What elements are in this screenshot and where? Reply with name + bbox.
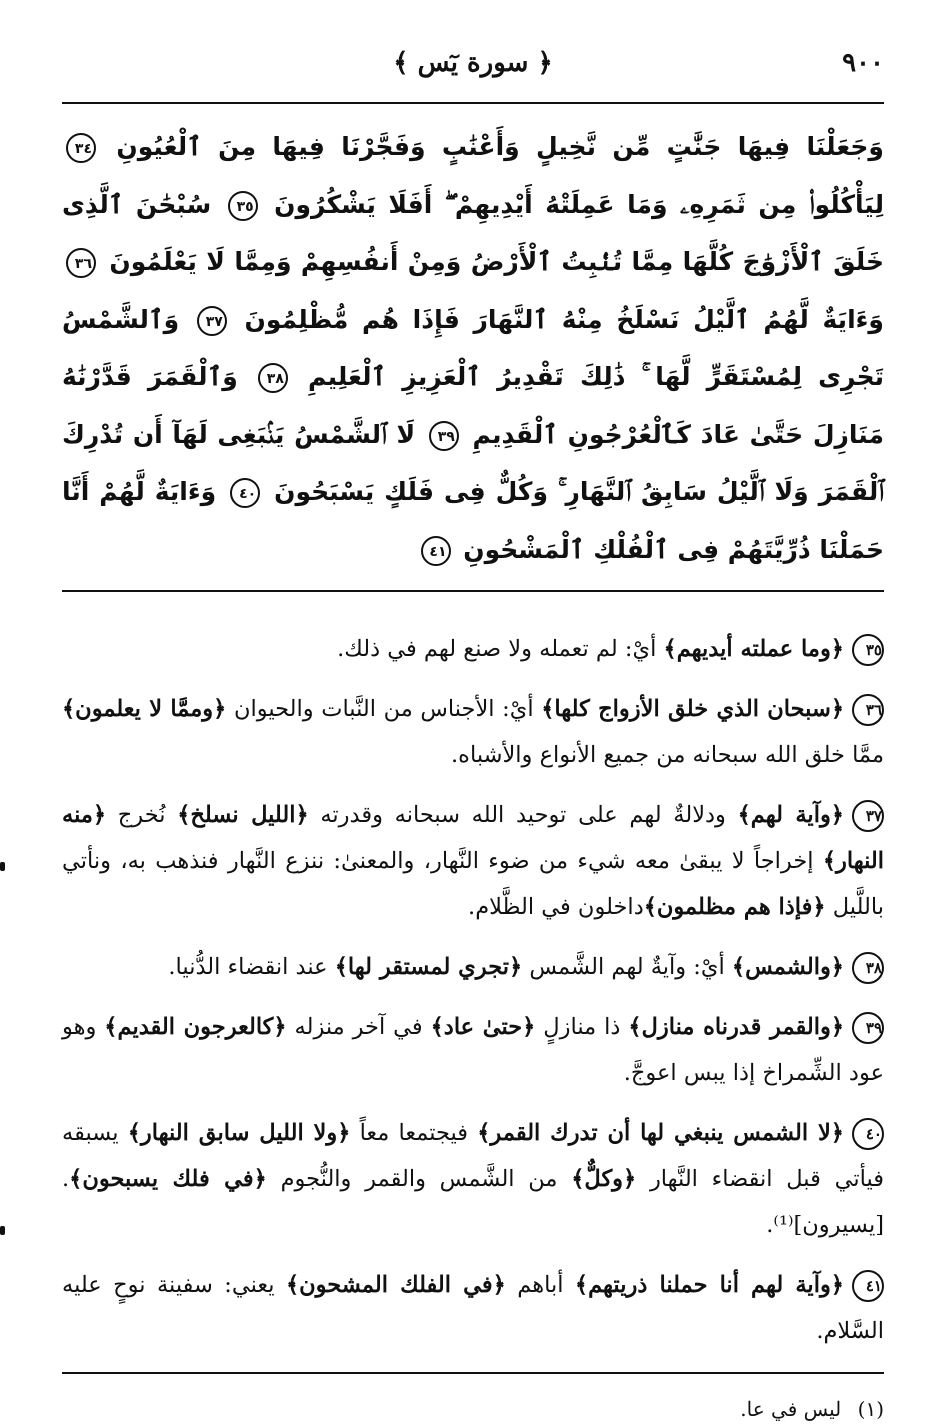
quoted-verse-phrase: ﴿والقمر قدرناه منازل﴾ <box>628 1014 845 1040</box>
footnote-text: ليس في عا. <box>740 1397 842 1421</box>
page-number: ٩٠٠ <box>842 48 884 78</box>
tafsir-entry <box>62 626 884 672</box>
ayah-number-marker: ٣٦ <box>66 248 96 278</box>
quoted-verse-phrase: ﴿ولا الليل سابق النهار﴾ <box>127 1120 351 1146</box>
commentary-text: في آخر منزله <box>286 1014 431 1040</box>
commentary-text: ودلالةٌ لهم على توحيد الله سبحانه وقدرته <box>308 802 738 828</box>
commentary-text: . [يسيرون]⁽¹⁾. <box>62 1166 884 1238</box>
tafsir-ayah-number: ٣٦ <box>852 694 884 726</box>
ayah-text: وَٱلشَّمْسُ تَجْرِى لِمُسْتَقَرٍّ لَّهَا ۚ ذَٰلِكَ تَقْدِيرُ ٱلْعَزِيزِ ٱلْعَلِيمِ <box>62 304 884 391</box>
header-divider <box>62 102 884 104</box>
tafsir-block <box>62 626 884 1354</box>
quoted-verse-phrase: ﴿في فلك يسبحون﴾ <box>69 1166 267 1192</box>
commentary-text: أيْ: الأجناس من النَّبات والحيوان <box>226 696 542 722</box>
commentary-text: ممَّا خلق الله سبحانه من جميع الأنواع والأشباه. <box>451 742 884 768</box>
ayah-number-marker: ٣٩ <box>429 421 459 451</box>
commentary-text: يعني: سفينة نوحٍ عليه السَّلام. <box>62 1272 884 1344</box>
commentary-text: نُخرج <box>106 802 178 828</box>
ayah-number-marker: ٤٠ <box>230 478 260 508</box>
commentary-text: أيْ: وآيةٌ لهم الشَّمس <box>522 954 732 980</box>
tafsir-entry <box>62 1110 884 1248</box>
quoted-verse-phrase: ﴿لا الشمس ينبغي لها أن تدرك القمر﴾ <box>477 1120 844 1146</box>
footnote <box>62 1394 884 1424</box>
tafsir-entry <box>62 1004 884 1096</box>
tafsir-entry <box>62 944 884 990</box>
page-header <box>62 40 884 96</box>
quoted-verse-phrase: ﴿حتىٰ عاد﴾ <box>430 1014 536 1040</box>
tafsir-ayah-number: ٣٧ <box>852 800 884 832</box>
quoted-verse-phrase: ﴿الليل نسلخ﴾ <box>177 802 309 828</box>
quoted-verse-phrase: ﴿وممَّا لا يعلمون﴾ <box>62 696 227 722</box>
commentary-text: من الشَّمس والقمر والنُّجوم <box>266 1166 572 1192</box>
quoted-verse-phrase: ﴿فإذا هم مظلمون﴾ <box>643 894 826 920</box>
tafsir-ayah-number: ٣٨ <box>852 952 884 984</box>
quoted-verse-phrase: ﴿سبحان الذي خلق الأزواج كلها﴾ <box>541 696 845 722</box>
tafsir-entry <box>62 1262 884 1354</box>
ayah-text: وَءَايَةٌ لَّهُمْ أَنَّا حَمَلْنَا ذُرِّيَّتَهُمْ فِى ٱلْفُلْكِ ٱلْمَشْحُونِ <box>62 477 884 564</box>
commentary-text: أيْ: لم تعمله ولا صنع لهم في ذلك. <box>337 636 664 662</box>
commentary-text: أباهم <box>505 1272 575 1298</box>
ayah-number-marker: ٤١ <box>421 536 451 566</box>
footnote-number: (١) <box>857 1397 884 1421</box>
page <box>62 40 884 1424</box>
quoted-verse-phrase: ﴿كالعرجون القديم﴾ <box>104 1014 287 1040</box>
quran-text-block <box>62 118 884 578</box>
ayah-number-marker: ٣٤ <box>66 133 96 163</box>
tafsir-entry <box>62 792 884 930</box>
ayah-number-marker: ٣٨ <box>258 363 288 393</box>
ayah-text: وَءَايَةٌ لَّهُمُ ٱلَّيْلُ نَسْلَخُ مِنْهُ ٱلنَّهَارَ فَإِذَا هُم مُّظْلِمُونَ <box>244 304 884 334</box>
ayah-number-marker: ٣٥ <box>228 191 258 221</box>
commentary-text: عند انقضاء الدُّنيا. <box>168 954 335 980</box>
tafsir-ayah-number: ٣٥ <box>852 634 884 666</box>
commentary-text: يسبقه فيأتي قبل انقضاء النَّهار <box>62 1120 884 1192</box>
scan-mark <box>0 1226 5 1235</box>
quran-divider <box>62 590 884 592</box>
quoted-verse-phrase: ﴿وآية لهم أنا حملنا ذريتهم﴾ <box>574 1272 844 1298</box>
commentary-text: وهو عود الشِّمراخ إذا يبس اعوجَّ. <box>62 1014 884 1086</box>
ayah-text: سُبْحَٰنَ ٱلَّذِى خَلَقَ ٱلْأَزْوَٰجَ كُلَّهَا مِمَّا تُنۢبِتُ ٱلْأَرْضُ وَمِنْ أَنفُسِهِمْ وَمِمَّا لَا يَعْلَمُونَ <box>62 189 884 276</box>
tafsir-ayah-number: ٤١ <box>852 1270 884 1302</box>
tafsir-ayah-number: ٣٩ <box>852 1012 884 1044</box>
quoted-verse-phrase: ﴿وآية لهم﴾ <box>737 802 844 828</box>
footnote-divider <box>62 1372 884 1374</box>
quoted-verse-phrase: ﴿والشمس﴾ <box>731 954 844 980</box>
quoted-verse-phrase: ﴿منه النهار﴾ <box>62 802 884 874</box>
quoted-verse-phrase: ﴿وكلٌّ﴾ <box>571 1166 637 1192</box>
commentary-text: فيجتمعا معاً <box>350 1120 478 1146</box>
tafsir-entry <box>62 686 884 778</box>
quoted-verse-phrase: ﴿في الفلك المشحون﴾ <box>285 1272 506 1298</box>
surah-title: ﴿ سورة يٓس ﴾ <box>393 48 553 78</box>
ayah-number-marker: ٣٧ <box>197 306 227 336</box>
quoted-verse-phrase: ﴿تجري لمستقر لها﴾ <box>334 954 523 980</box>
ayah-text: لَا ٱلشَّمْسُ يَنۢبَغِى لَهَآ أَن تُدْرِكَ ٱلْقَمَرَ وَلَا ٱلَّيْلُ سَابِقُ ٱلنَّهَارِ ۚ وَكُلٌّ فِى فَلَكٍ يَسْبَحُونَ <box>62 419 884 506</box>
ayah-text: وَجَعَلْنَا فِيهَا جَنَّٰتٍ مِّن نَّخِيلٍ وَأَعْنَٰبٍ وَفَجَّرْنَا فِيهَا مِنَ ٱلْعُيُونِ <box>116 132 884 161</box>
ayah-text: لِيَأْكُلُوا۟ مِن ثَمَرِهِۦ وَمَا عَمِلَتْهُ أَيْدِيهِمْ ۖ أَفَلَا يَشْكُرُونَ <box>274 189 884 219</box>
commentary-text: داخلون في الظَّلام. <box>468 894 644 920</box>
commentary-text: إخراجاً لا يبقىٰ معه شيء من ضوء النَّهار، والمعنىٰ: ننزع النَّهار فنذهب به، ونأتي باللَّيل <box>62 848 884 920</box>
ayah-text: وَٱلْقَمَرَ قَدَّرْنَٰهُ مَنَازِلَ حَتَّىٰ عَادَ كَٱلْعُرْجُونِ ٱلْقَدِيمِ <box>62 362 884 449</box>
commentary-text: ذا منازلٍ <box>535 1014 629 1040</box>
quoted-verse-phrase: ﴿وما عملته أيديهم﴾ <box>663 636 844 662</box>
tafsir-ayah-number: ٤٠ <box>852 1118 884 1150</box>
scan-mark <box>0 862 5 871</box>
